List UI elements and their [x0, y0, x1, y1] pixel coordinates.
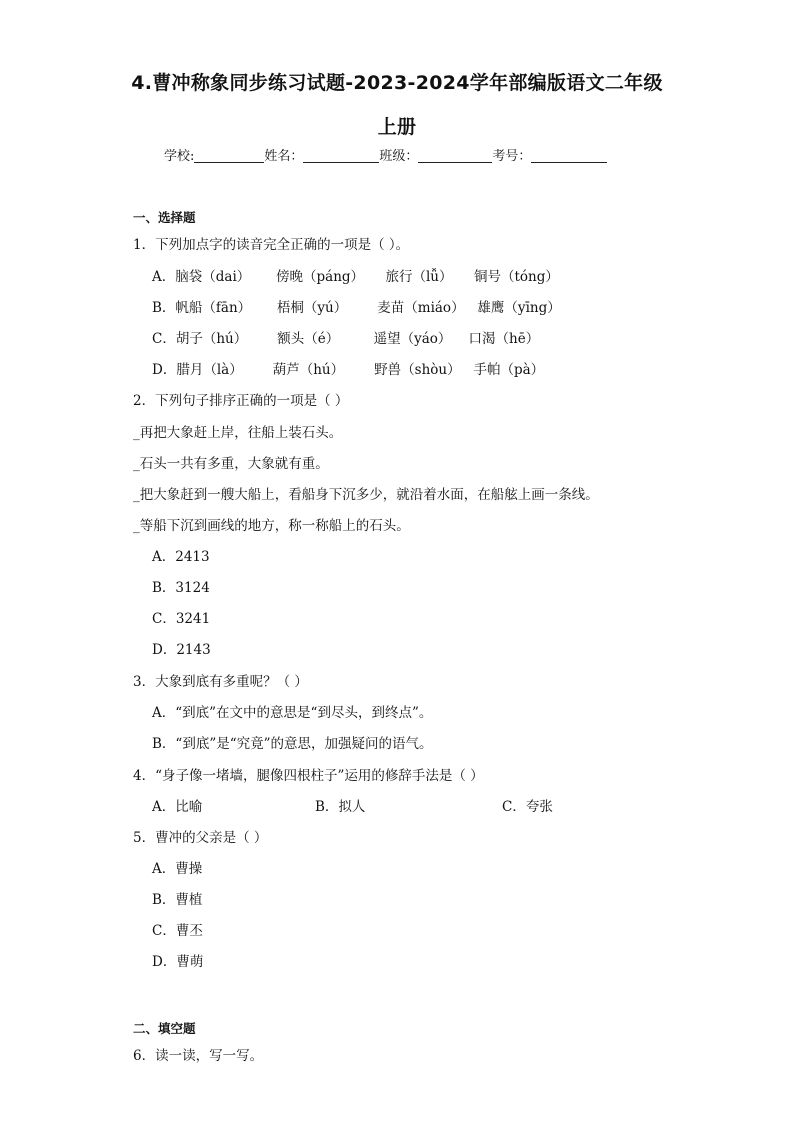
q5-option-b[interactable]: B．曹植 [152, 892, 203, 908]
q2-sentence-1: _再把大象赶上岸，往船上装石头。 [133, 425, 343, 441]
q2-sentence-3: _把大象赶到一艘大船上，看船身下沉多少，就沿着水面，在船舷上画一条线。 [133, 487, 599, 503]
q2-sentence-4: _等船下沉到画线的地方，称一称船上的石头。 [133, 518, 410, 534]
q5-option-a[interactable]: A．曹操 [152, 861, 203, 877]
q1-option-b[interactable]: B．帆船（fān） 梧桐（yú） 麦苗（miáo） 雄鹰（yīng） [152, 300, 561, 316]
question-2-stem: 2．下列句子排序正确的一项是（ ） [133, 393, 349, 409]
q1-option-c[interactable]: C．胡子（hú） 额头（é） 遥望（yáo） 口渴（hē） [152, 331, 540, 347]
section-heading-choice: 一、选择题 [133, 210, 196, 225]
title-line-2: 上册 [377, 116, 417, 138]
question-1-stem: 1．下列加点字的读音完全正确的一项是（ ）。 [133, 237, 410, 253]
q3-option-a[interactable]: A．“到底”在文中的意思是“到尽头，到终点”。 [152, 705, 433, 721]
school-label: 学校: [164, 149, 195, 164]
class-label: 班级： [379, 149, 419, 164]
section-heading-fill: 二、填空题 [133, 1021, 196, 1036]
q2-option-d[interactable]: D．2143 [152, 642, 211, 658]
q4-options-row [152, 795, 652, 813]
class-blank[interactable] [418, 148, 492, 163]
q4-option-c[interactable]: C．夸张 [502, 799, 553, 815]
q5-option-d[interactable]: D．曹萌 [152, 954, 204, 970]
q1-option-d[interactable]: D．腊月（là） 葫芦（hú） 野兽（shòu） 手帕（pà） [152, 362, 545, 378]
q5-option-c[interactable]: C．曹丕 [152, 923, 203, 939]
question-3-stem: 3．大象到底有多重呢？（ ） [133, 674, 308, 690]
title-line-1: 4.曹冲称象同步练习试题-2023-2024学年部编版语文二年级 [131, 72, 663, 94]
q3-option-b[interactable]: B．“到底”是“究竟”的意思，加强疑问的语气。 [152, 736, 433, 752]
exam-number-label: 考号： [492, 149, 532, 164]
q2-sentence-2: _石头一共有多重，大象就有重。 [133, 456, 329, 472]
exam-number-blank[interactable] [531, 148, 607, 163]
q2-option-c[interactable]: C．3241 [152, 611, 211, 627]
q4-option-a[interactable]: A．比喻 [152, 799, 203, 815]
question-4-stem: 4．“身子像一堵墙，腿像四根柱子”运用的修辞手法是（ ） [133, 768, 484, 784]
question-5-stem: 5．曹冲的父亲是（ ） [133, 830, 268, 846]
school-blank[interactable] [194, 148, 264, 163]
q1-option-a[interactable]: A．脑袋（dai） 傍晚（páng） 旅行（lǚ） 铜号（tóng） [152, 269, 559, 285]
name-label: 姓名： [264, 149, 304, 164]
question-6-stem: 6．读一读，写一写。 [133, 1048, 264, 1064]
name-blank[interactable] [303, 148, 379, 163]
q4-option-b[interactable]: B．拟人 [315, 799, 366, 815]
q2-option-b[interactable]: B．3124 [152, 580, 210, 596]
q2-option-a[interactable]: A．2413 [152, 549, 210, 565]
student-info-row [164, 145, 607, 164]
